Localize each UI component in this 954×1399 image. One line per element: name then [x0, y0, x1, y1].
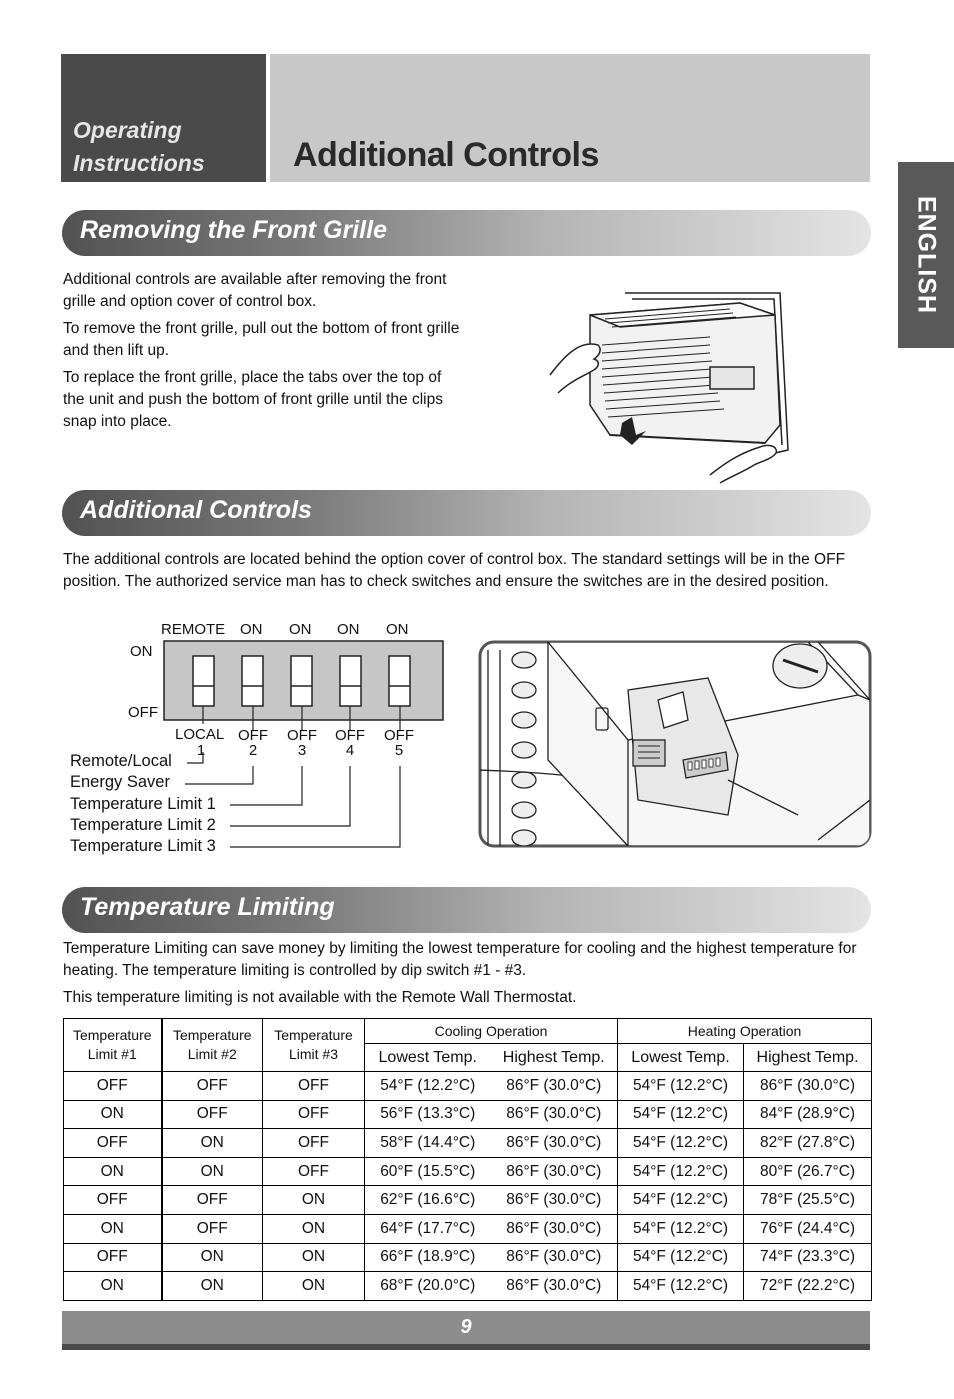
switch-bottom-label-5: OFF [384, 727, 414, 744]
footer-bar [62, 1311, 870, 1344]
col-header-limit-1: Temperature Limit #1 [64, 1019, 162, 1072]
removing-paragraph-2: To remove the front grille, pull out the bottom of front grille and then lift up. [63, 320, 460, 359]
section-bar-additional [62, 490, 871, 536]
cell-limit-2: ON [162, 1129, 263, 1158]
cell-heat-lowest: 54°F (12.2°C) [618, 1243, 744, 1272]
table-row [64, 1186, 872, 1215]
switch-off-label: OFF [128, 704, 158, 721]
additional-paragraph: The additional controls are located behind the option cover of control box. The standard settings will be in the OFF position. The authorized service man has to check switches and ensure the switches are in the desired position. [63, 551, 846, 590]
cell-limit-2: ON [162, 1157, 263, 1186]
cell-cool-lowest: 66°F (18.9°C) [365, 1243, 491, 1272]
switch-bottom-label-4: OFF [335, 727, 365, 744]
col-header-limit-3: Temperature Limit #3 [263, 1019, 365, 1072]
cell-heat-highest: 86°F (30.0°C) [744, 1072, 872, 1101]
legend-energy-saver: Energy Saver [70, 773, 170, 791]
cell-limit-1: OFF [64, 1186, 162, 1215]
col-header-cooling: Cooling Operation [365, 1019, 618, 1044]
cell-heat-highest: 76°F (24.4°C) [744, 1214, 872, 1243]
page-title: Additional Controls [293, 136, 599, 174]
cell-limit-1: ON [64, 1157, 162, 1186]
cell-limit-1: ON [64, 1100, 162, 1129]
cell-cool-lowest: 54°F (12.2°C) [365, 1072, 491, 1101]
footer-rule [62, 1344, 870, 1350]
cell-limit-2: ON [162, 1272, 263, 1301]
removing-paragraph-1: Additional controls are available after removing the front grille and option cover of control box. [63, 271, 447, 310]
cell-limit-1: ON [64, 1214, 162, 1243]
cell-cool-highest: 86°F (30.0°C) [491, 1186, 618, 1215]
cell-heat-lowest: 54°F (12.2°C) [618, 1129, 744, 1158]
header-section-label [73, 114, 263, 180]
cell-limit-2: OFF [162, 1186, 263, 1215]
legend-temp-limit-3: Temperature Limit 3 [70, 837, 216, 855]
section-heading-limiting: Temperature Limiting [80, 893, 335, 921]
cell-limit-3: ON [263, 1243, 365, 1272]
removing-paragraph-3: To replace the front grille, place the tabs over the top of the unit and push the bottom of front grille until the clips snap into place. [63, 369, 443, 430]
table-row [64, 1157, 872, 1186]
cell-cool-highest: 86°F (30.0°C) [491, 1214, 618, 1243]
section-heading-removing: Removing the Front Grille [80, 216, 387, 244]
cell-heat-lowest: 54°F (12.2°C) [618, 1072, 744, 1101]
section-bar-removing [62, 210, 871, 256]
cell-heat-highest: 82°F (27.8°C) [744, 1129, 872, 1158]
cell-heat-lowest: 54°F (12.2°C) [618, 1214, 744, 1243]
limiting-paragraph-2: This temperature limiting is not available with the Remote Wall Thermostat. [63, 989, 577, 1006]
cell-heat-lowest: 54°F (12.2°C) [618, 1186, 744, 1215]
limiting-paragraph-1: Temperature Limiting can save money by limiting the lowest temperature for cooling and the highest temperature for heating. The temperature limiting is controlled by dip switch #1 - #3. [63, 940, 857, 979]
header-section-line2: Instructions [73, 150, 205, 176]
table-row [64, 1272, 872, 1301]
section-bar-limiting [62, 887, 871, 933]
cell-cool-lowest: 56°F (13.3°C) [365, 1100, 491, 1129]
cell-heat-highest: 80°F (26.7°C) [744, 1157, 872, 1186]
cell-limit-1: OFF [64, 1129, 162, 1158]
cell-cool-highest: 86°F (30.0°C) [491, 1243, 618, 1272]
table-row [64, 1072, 872, 1101]
cell-limit-3: OFF [263, 1129, 365, 1158]
col-header-cool-lowest: Lowest Temp. [365, 1044, 491, 1072]
switch-number-5: 5 [394, 742, 404, 759]
cell-heat-highest: 84°F (28.9°C) [744, 1100, 872, 1129]
cell-heat-highest: 72°F (22.2°C) [744, 1272, 872, 1301]
control-box-dip-switch-illustration [478, 640, 872, 848]
cell-cool-highest: 86°F (30.0°C) [491, 1129, 618, 1158]
switch-number-3: 3 [297, 742, 307, 759]
ac-unit-front-grille-illustration [540, 285, 810, 485]
col-header-heat-highest: Highest Temp. [744, 1044, 872, 1072]
switch-top-label-5: ON [386, 621, 409, 638]
switch-top-label-3: ON [289, 621, 312, 638]
language-tab [898, 162, 954, 348]
switch-top-label-1: REMOTE [161, 621, 226, 638]
cell-cool-highest: 86°F (30.0°C) [491, 1157, 618, 1186]
cell-limit-1: ON [64, 1272, 162, 1301]
col-header-limit-2: Temperature Limit #2 [162, 1019, 263, 1072]
switch-on-label: ON [130, 643, 153, 660]
cell-limit-2: OFF [162, 1100, 263, 1129]
cell-heat-highest: 74°F (23.3°C) [744, 1243, 872, 1272]
switch-top-label-4: ON [337, 621, 360, 638]
table-row [64, 1100, 872, 1129]
switch-bottom-label-2: OFF [238, 727, 268, 744]
temperature-limit-table [63, 1018, 872, 1301]
page-number: 9 [460, 1316, 472, 1338]
cell-limit-3: ON [263, 1186, 365, 1215]
language-tab-label: ENGLISH [912, 195, 941, 315]
cell-cool-highest: 86°F (30.0°C) [491, 1072, 618, 1101]
cell-heat-lowest: 54°F (12.2°C) [618, 1100, 744, 1129]
cell-cool-lowest: 62°F (16.6°C) [365, 1186, 491, 1215]
switch-number-1: 1 [196, 742, 206, 759]
cell-limit-1: OFF [64, 1072, 162, 1101]
cell-limit-2: OFF [162, 1072, 263, 1101]
cell-limit-3: ON [263, 1214, 365, 1243]
col-header-heat-lowest: Lowest Temp. [618, 1044, 744, 1072]
table-row [64, 1214, 872, 1243]
switch-number-4: 4 [345, 742, 355, 759]
cell-limit-2: ON [162, 1243, 263, 1272]
header-section-line1: Operating [73, 117, 182, 143]
section-heading-additional: Additional Controls [80, 496, 312, 524]
legend-temp-limit-1: Temperature Limit 1 [70, 795, 216, 813]
switch-number-2: 2 [248, 742, 258, 759]
cell-limit-3: OFF [263, 1157, 365, 1186]
legend-remote-local: Remote/Local [70, 752, 172, 770]
cell-heat-lowest: 54°F (12.2°C) [618, 1157, 744, 1186]
col-header-cool-highest: Highest Temp. [502, 1048, 605, 1066]
cell-limit-2: OFF [162, 1214, 263, 1243]
cell-cool-lowest: 68°F (20.0°C) [365, 1272, 491, 1301]
table-row [64, 1129, 872, 1158]
switch-bottom-label-3: OFF [287, 727, 317, 744]
switch-bottom-label-1: LOCAL [175, 726, 225, 743]
table-row [64, 1243, 872, 1272]
cell-heat-lowest: 54°F (12.2°C) [618, 1272, 744, 1301]
cell-cool-lowest: 58°F (14.4°C) [365, 1129, 491, 1158]
cell-heat-highest: 78°F (25.5°C) [744, 1186, 872, 1215]
legend-temp-limit-2: Temperature Limit 2 [70, 816, 216, 834]
cell-limit-1: OFF [64, 1243, 162, 1272]
cell-cool-lowest: 64°F (17.7°C) [365, 1214, 491, 1243]
cell-limit-3: OFF [263, 1072, 365, 1101]
col-header-heating: Heating Operation [618, 1019, 872, 1044]
cell-limit-3: OFF [263, 1100, 365, 1129]
cell-cool-highest: 86°F (30.0°C) [491, 1100, 618, 1129]
cell-limit-3: ON [263, 1272, 365, 1301]
removing-text [63, 269, 463, 433]
cell-cool-lowest: 60°F (15.5°C) [365, 1157, 491, 1186]
cell-cool-highest: 86°F (30.0°C) [491, 1272, 618, 1301]
switch-top-label-2: ON [240, 621, 263, 638]
